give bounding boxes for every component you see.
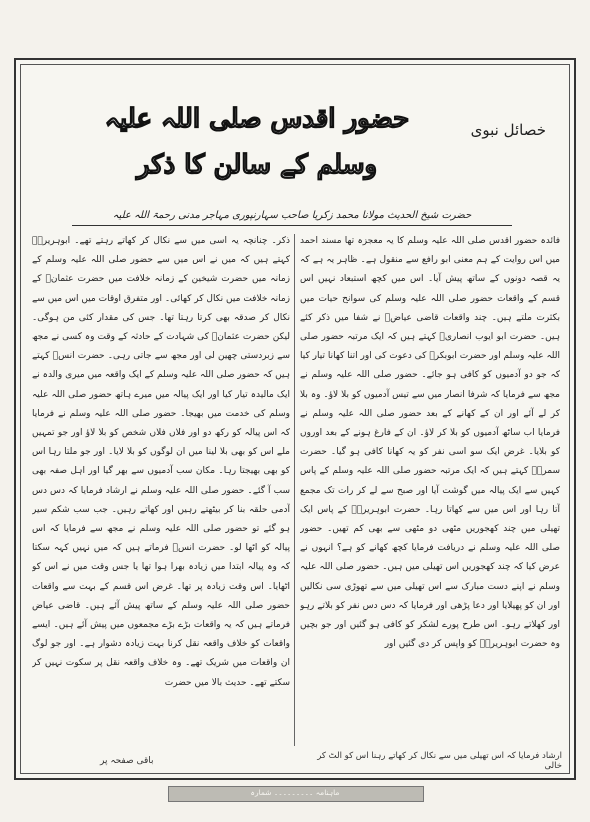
closing-line: ارشاد فرمایا کہ اس تھیلی میں سے نکال کر کھاتے رہنا اس کو الٹ کر خالی <box>317 751 562 771</box>
body-paragraph-left: ذکر۔ چنانچہ یہ اسی میں سے نکال کر کھاتے رہتے تھے۔ ابوہریرہؓ کہتے ہیں کہ میں نے اس میں سے حضور صلی اللہ علیہ وسلم کے زمانہ میں حضرت شیخین کے زمانہ خلافت میں حضرت عثمانؓ کے زمانہ خلافت میں نکال کر کھائی۔ اور متفرق اوقات میں اس میں سے نکال کر صدقہ بھی کرتا رہتا تھا۔ جس کی مقدار کئی من ہوگی۔ لیکن حضرت عثمانؓ کی شہادت کے حادثہ کے وقت وہ کسی نے مجھ سے زبردستی چھین لی اور مجھ سے جاتی رہی۔ حضرت انسؓ کہتے ہیں کہ حضور صلی اللہ علیہ وسلم کے ایک واقعہ میں میری والدہ نے ایک مالیدہ تیار کیا اور ایک پیالہ میں میرے ہاتھ حضور صلی اللہ علیہ وسلم کی خدمت میں بھیجا۔ حضور صلی اللہ علیہ وسلم نے فرمایا کہ اس پیالہ کو رکھ دو اور فلاں فلاں شخص کو بلا لاؤ اور جو تمہیں ملے اس کو بھی بلا لینا میں ان لوگوں کو بلا لایا۔ اور جو ملتا رہا اس کو بھی بھیجتا رہا۔ مکان سب آدمیوں سے بھر گیا اور اہل صفہ بھی سب آ گئے۔ حضور صلی اللہ علیہ وسلم نے ارشاد فرمایا کہ دس دس آدمی حلقہ بنا کر بیٹھتے رہیں اور کھاتے رہیں۔ جب سب شکم سیر ہو گئے تو حضور صلی اللہ علیہ وسلم نے مجھ سے فرمایا کہ اس پیالہ کو اٹھا لو۔ حضرت انسؓ فرماتے ہیں کہ میں نہیں کہہ سکتا کہ وہ پیالہ ابتدا میں زیادہ بھرا ہوا تھا یا جس وقت میں نے اس کو اٹھایا۔ اس وقت زیادہ پر تھا۔ غرض اس قسم کے بہت سے واقعات حضور صلی اللہ علیہ وسلم کے ساتھ پیش آئے ہیں۔ قاضی عیاض فرماتے ہیں کہ یہ واقعات بڑے بڑے مجمعوں میں پیش آئے ہیں۔ ایسے واقعات کو خلاف واقعہ نقل کرنا بہت زیادہ دشوار ہے۔ اور جو لوگ ان واقعات میں شریک تھے۔ وہ خلاف واقعہ نقل پر سکوت نہیں کر سکتے تھے۔ حدیث بالا میں حضرت <box>32 236 290 688</box>
article-title: حضور اقدس صلی اللہ علیہ وسلم کے سالن کا ذکر <box>104 104 410 180</box>
body-paragraph-right: فائدہ حضور اقدس صلی اللہ علیہ وسلم کا یہ معجزہ تھا مسند احمد میں اس روایت کے ہم معنی ابو رافع سے منقول ہے۔ ظاہر یہ ہے کہ یہ قصہ دونوں کے ساتھ پیش آیا۔ اس میں کچھ استبعاد نہیں اس قسم کے واقعات حضور صلی اللہ علیہ وسلم کی سوانح حیات میں بکثرت ملتے ہیں۔ چند واقعات قاضی عیاضؒ نے شفا میں ذکر کئے ہیں۔ حضرت ابو ایوب انصاریؓ کہتے ہیں کہ ایک مرتبہ حضور صلی اللہ علیہ وسلم اور حضرت ابوبکرؓ کی دعوت کی اور اتنا کھانا تیار کیا کہ جو دو آدمیوں کو کافی ہو جائے۔ حضور صلی اللہ علیہ وسلم نے مجھ سے فرمایا کہ شرفا انصار میں سے تیس آدمیوں کو بلا لاؤ۔ وہ بلا کر لے آئے اور ان کے کھانے کے بعد حضور صلی اللہ علیہ وسلم نے فرمایا اب ساٹھ آدمیوں کو بلا کر لاؤ۔ ان کے فارغ ہونے کے بعد اوروں کو بلایا۔ غرض ایک سو اسی نفر کو یہ کھانا کافی ہو گیا۔ حضرت سمرہؓ کہتے ہیں کہ ایک مرتبہ حضور صلی اللہ علیہ وسلم کے پاس کہیں سے ایک پیالہ میں گوشت آیا اور صبح سے لے کر رات تک مجمع آتا رہا اور اس میں سے کھاتا رہا۔ حضرت ابوہریرہؓ کے پاس ایک تھیلی میں چند کھجوریں مٹھی دو مٹھی سے بھی کم تھیں۔ حضور صلی اللہ علیہ وسلم نے دریافت فرمایا کچھ کھانے کو ہے؟ انہوں نے عرض کیا کہ چند کھجوریں اس تھیلی میں ہیں۔ حضور صلی اللہ علیہ وسلم نے اپنے دست مبارک سے اس تھیلی میں سے تھوڑی سی نکالیں اور ان کو پھیلایا اور دعا پڑھی اور فرمایا کہ دس دس نفر کو بلاتے رہو اور کھلاتے رہو۔ اس طرح پورے لشکر کو کافی ہو گئیں اور جو بچیں وہ حضرت ابوہریرہؓ کو واپس کر دی گئیں اور <box>300 236 560 650</box>
footer-caption: ماہنامہ ۔۔۔۔۔۔۔۔۔ شمارہ <box>250 788 340 797</box>
author-byline: حضرت شیخ الحدیث مولانا محمد زکریا صاحب سہارنپوری مہاجر مدنی رحمۃ اللہ علیہ <box>72 210 512 226</box>
section-label: خصائل نبوی <box>470 121 546 139</box>
text-column-left <box>32 232 290 758</box>
text-column-right <box>300 232 560 748</box>
continued-note: باقی صفحہ پر <box>100 756 154 766</box>
column-divider <box>294 234 295 746</box>
